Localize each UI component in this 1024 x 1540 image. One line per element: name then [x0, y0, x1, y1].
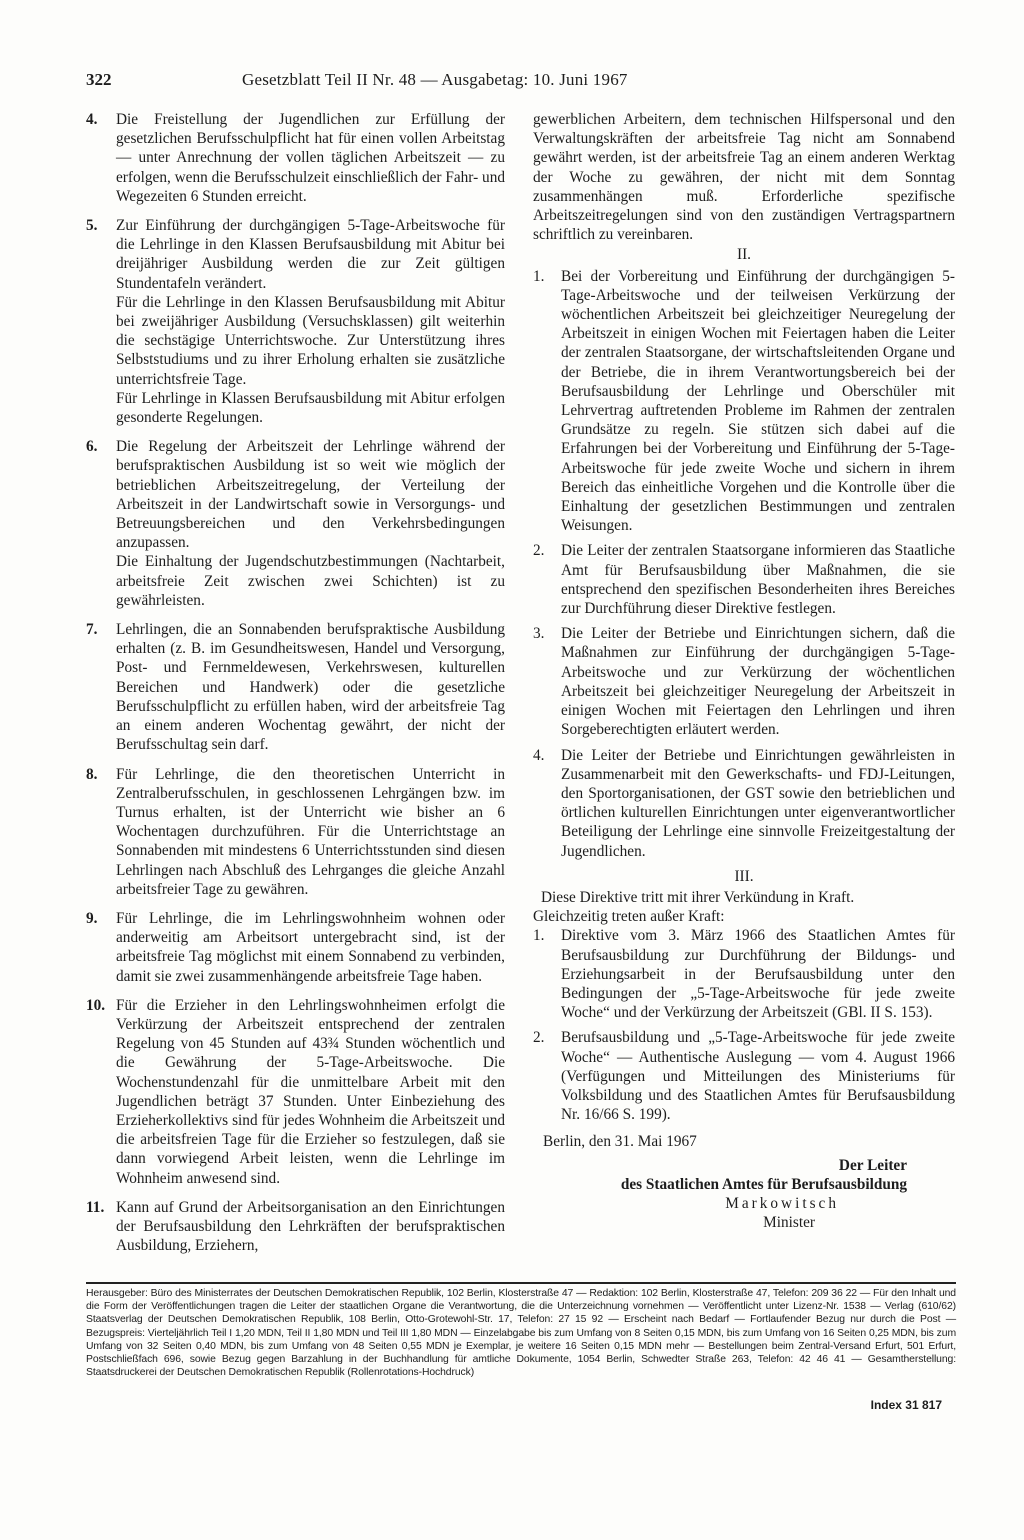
list-item	[533, 926, 955, 1022]
left-column	[86, 110, 505, 1265]
effective-clause: Diese Direktive tritt mit ihrer Verkündung in Kraft.	[541, 888, 855, 906]
item-text: Die Leiter der zentralen Staatsorgane informieren das Staatliche Amt für Berufsausbildung über Maßnahmen, die sie entsprechend den spezifischen Besonderheiten ihres Bereiches zur Durchführung dieser Direktive festlegen.	[561, 542, 955, 618]
list-item	[533, 746, 955, 861]
item-text: Zur Einführung der durchgängigen 5-Tage-Arbeitswoche für die Lehrlinge in den Klassen Berufsausbildung mit Abitur bei dreijähriger Ausbildung werden die zur Zeit gültigen Stundentafeln verändert.	[116, 217, 505, 292]
imprint-text: Herausgeber: Büro des Ministerrates der Deutschen Demokratischen Republik, 102 Berlin, Klosterstraße 47 — Redaktion: 102 Berlin, Klosterstraße 47, Telefon: 209 36 22 — Für den Inhalt und die Form der Veröffentlichungen tragen die Leiter der staatlichen Organe die Verantwortung, die die Unterzeichnung vornehmen — Veröffentlicht unter Lizenz-Nr. 1538 — Verlag (610/62) Staatsverlag der Deutschen Demokratischen Republik, 108 Berlin, Otto-Grotewohl-Str. 17, Telefon: 27 15 92 — Erscheint nach Bedarf — Fortlaufender Bezug nur durch die Post — Bezugspreis: Vierteljährlich Teil I 1,20 MDN, Teil II 1,80 MDN und Teil III 1,80 MDN — Einzelabgabe bis zum Umfang von 8 Seiten 0,15 MDN, bis zum Umfang von 16 Seiten 0,25 MDN, bis zum Umfang von 32 Seiten 0,40 MDN, bis zum Umfang von 48 Seiten 0,55 MDN je Exemplar, je weitere 16 Seiten 0,15 MDN mehr — Bestellungen beim Zentral-Versand Erfurt, 501 Erfurt, Postschließfach 696, sowie Bezug gegen Barzahlung in der Buchhandlung für amtliche Dokumente, 1054 Berlin, Schwedter Straße 263, Telefon: 42 46 41 — Gesamtherstellung: Staatsdruckerei der Deutschen Demokratischen Republik (Rollenrotations-Hochdruck)	[86, 1288, 956, 1379]
item-text: Lehrlingen, die an Sonnabenden berufspraktische Ausbildung erhalten (z. B. im Gesundheitswesen, Handel und Versorgung, Post- und Fernmeldewesen, Verkehrswesen, kulturellen Bereichen und Handwerk) oder die gesetzliche Berufsschulpflicht zu erfüllen haben, wird der arbeitsfreie Tag an einem anderen Wochentag gewährt, der nicht der Berufsschultag sein darf.	[116, 621, 505, 754]
item-text: Die Regelung der Arbeitszeit der Lehrlinge während der berufspraktischen Ausbildung ist so weit wie möglich der betrieblichen Arbeitszeitregelung, der Verteilung der Arbeitszeit in der Landwirtschaft sowie in Versorgungs- und Betreuungsbereichen und den Verkehrsbedingungen anzupassen.	[116, 438, 505, 552]
right-column	[533, 110, 955, 1232]
item-number: 2.	[533, 542, 545, 560]
item-number: 9.	[86, 909, 98, 927]
list-item	[86, 996, 505, 1188]
list-item	[533, 624, 955, 739]
list-item	[533, 541, 955, 618]
item-text: Berufsausbildung und „5-Tage-Arbeitswoche für jede zweite Woche“ — Authentische Auslegung — vom 4. August 1966 (Verfügungen und Mitteilungen des Ministeriums für Volksbildung und des Staatlichen Amtes für Berufsausbildung Nr. 16/66 S. 199).	[561, 1029, 955, 1124]
continuation-text: gewerblichen Arbeitern, dem technischen Hilfspersonal und den Verwaltungskräften der arbeitsfreie Tag nicht am Sonnabend gewährt werden, ist der arbeitsfreie Tag an einem anderen Werktag der Woche zu gewähren, der nicht mit dem Sonntag zusammenhängen muß. Erforderliche spezifische Arbeitszeitregelungen sind von den zuständigen Vertragspartnern schriftlich zu vereinbaren.	[533, 111, 955, 244]
list-item	[86, 1198, 505, 1256]
item-text: Kann auf Grund der Arbeitsorganisation an den Einrichtungen der Berufsausbildung den Lehrkräften der berufspraktischen Ausbildung, Erziehern,	[116, 1198, 505, 1255]
list-item	[86, 765, 505, 899]
section-heading-ii: II.	[736, 246, 751, 264]
signatory-name: Markowitsch	[725, 1194, 839, 1212]
item-text: Die Einhaltung der Jugendschutzbestimmungen (Nachtarbeit, arbeitsfreie Zeit zwischen zwei Schichten) ist zu gewährleisten.	[116, 553, 505, 609]
list-item	[86, 620, 505, 754]
item-number: 4.	[86, 111, 98, 128]
signatory-title: Minister	[763, 1214, 815, 1232]
list-item	[86, 216, 505, 427]
item-text: Für Lehrlinge in Klassen Berufsausbildung mit Abitur erfolgen gesonderte Regelungen.	[116, 389, 505, 427]
item-text: Für Lehrlinge, die im Lehrlingswohnheim wohnen oder anderweitig am Arbeitsort untergebracht sind, ist der arbeitsfreie Tag möglichst mit einem Sonnabend zu verbinden, damit sie zwei zusammenhängende arbeitsfreie Tage haben.	[116, 909, 505, 985]
section-heading-iii: III.	[734, 867, 754, 885]
item-number: 2.	[533, 1029, 545, 1047]
item-text: Die Leiter der Betriebe und Einrichtungen gewährleisten in Zusammenarbeit mit den Gewerkschafts- und FDJ-Leitungen, den Sportorganisationen, der GST sowie den betrieblichen und örtlichen kulturellen Einrichtungen unter eigenverantwortlicher Beteiligung der Lehrlinge eine sinnvolle Freizeitgestaltung der Jugendlichen.	[561, 746, 955, 860]
item-text: Bei der Vorbereitung und Einführung der durchgängigen 5-Tage-Arbeitswoche und der teilweisen Verkürzung der wöchentlichen Arbeitszeit bei gleichzeitiger Neuregelung der Arbeitszeit in einigen Wochen mit Feiertagen haben die Leiter der zentralen Staatsorgane, der wirtschaftsleitenden Organe und der Betriebe, die in ihrem Verantwortungsbereich bei der Berufsausbildung der Lehrlinge und Oberschüler mit Lehrvertrag auftretenden Probleme im Rahmen der zentralen Grundsätze zu regeln. Sie stützen sich dabei auf die Erfahrungen bei der Vorbereitung und Einführung der 5-Tage-Arbeitswoche für jede zweite Woche und sichern in ihrem Bereich das einheitliche Vorgehen und die Kontrolle über die Einhaltung der gesetzlichen Bestimmungen und zentralen Weisungen.	[561, 267, 955, 535]
item-number: 7.	[86, 621, 98, 639]
item-text: Die Freistellung der Jugendlichen zur Erfüllung der gesetzlichen Berufsschulpflicht hat für einen vollen Arbeitstag — unter Anrechnung der vollen täglichen Arbeitszeit — zu erfolgen, wenn die Berufsschulzeit einschließlich der Fahr- und Wegezeiten 6 Stunden erreicht.	[116, 111, 505, 205]
signature-title-line1: Der Leiter	[838, 1156, 907, 1174]
item-text: Für die Lehrlinge in den Klassen Berufsausbildung mit Abitur bei zweijähriger Ausbildung (Versuchsklassen) gilt weiterhin die sechstägige Unterrichtswoche. Zur Unterstützung ihres Selbststudiums und zu ihrer Erholung erhalten sie zusätzliche unterrichtsfreie Tage.	[116, 293, 505, 388]
list-item	[533, 1028, 955, 1124]
item-number: 5.	[86, 217, 98, 235]
item-number: 3.	[533, 625, 545, 643]
index-label: Index 31 817	[870, 1398, 942, 1412]
signature-title-line2: des Staatlichen Amtes für Berufsausbildung	[620, 1175, 907, 1193]
item-number: 4.	[533, 746, 545, 764]
item-number: 1.	[533, 267, 545, 285]
footer-divider	[86, 1282, 956, 1284]
item-number: 8.	[86, 765, 98, 783]
list-item	[86, 110, 505, 206]
item-text: Für die Erzieher in den Lehrlingswohnheimen erfolgt die Verkürzung der Arbeitszeit entsprechend der zentralen Regelung von 45 Stunden auf 43¾ Stunden wöchentlich und die Gewährung der 5-Tage-Arbeitswoche. Die Wochenstundenzahl für die unmittelbare Arbeit mit den Jugendlichen beträgt 37 Stunden. Unter Einbeziehung des Erzieherkollektivs sind für jedes Wohnheim die Arbeitszeit und die arbeitsfreien Tage für die Erzieher so festzulegen, daß sie dann vorwiegend Arbeit leisten, wenn die Lehrlinge im Wohnheim anwesend sind.	[116, 996, 505, 1187]
list-item	[533, 267, 955, 536]
item-text: Direktive vom 3. März 1966 des Staatlichen Amtes für Berufsausbildung zur Durchführung der Bildungs- und Erziehungsarbeit in der Berufsausbildung unter den Bedingungen der „5-Tage-Arbeitswoche für jede zweite Woche“ und der Verkürzung der Arbeitszeit (GBl. II S. 153).	[561, 927, 955, 1022]
page-header	[86, 70, 956, 100]
repeal-clause: Gleichzeitig treten außer Kraft:	[533, 908, 725, 926]
list-item	[86, 909, 505, 986]
running-head: Gesetzblatt Teil II Nr. 48 — Ausgabetag: 10. Juni 1967	[242, 70, 628, 89]
item-number: 6.	[86, 438, 98, 456]
item-text: Die Leiter der Betriebe und Einrichtungen sichern, daß die Maßnahmen zur Einführung der durchgängigen 5-Tage-Arbeitswoche und zur Verkürzung der wöchentlichen Arbeitszeit bei gleichzeitiger Neuregelung der Arbeitszeit in einigen Wochen mit Feiertagen den Lehrlingen und ihren Sorgeberechtigten erläutert werden.	[561, 625, 955, 739]
item-number: 1.	[533, 927, 545, 945]
page-number: 322	[86, 70, 112, 89]
item-text: Für Lehrlinge, die den theoretischen Unterricht in Zentralberufsschulen, in geschlossenen Lehrgängen bzw. im Turnus erhalten, ist der Unterricht wie bisher an 6 Wochentagen durchzuführen. Für die Unterrichtstage an Sonnabenden mit mindestens 6 Unterrichtsstunden sind diesen Lehrlingen nach Abschluß des Lehrganges die gleiche Anzahl arbeitsfreier Tage zu gewähren.	[116, 765, 505, 898]
item-number: 10.	[86, 996, 106, 1014]
date-line: Berlin, den 31. Mai 1967	[543, 1133, 697, 1151]
item-number: 11.	[86, 1198, 105, 1216]
list-item	[86, 437, 505, 610]
